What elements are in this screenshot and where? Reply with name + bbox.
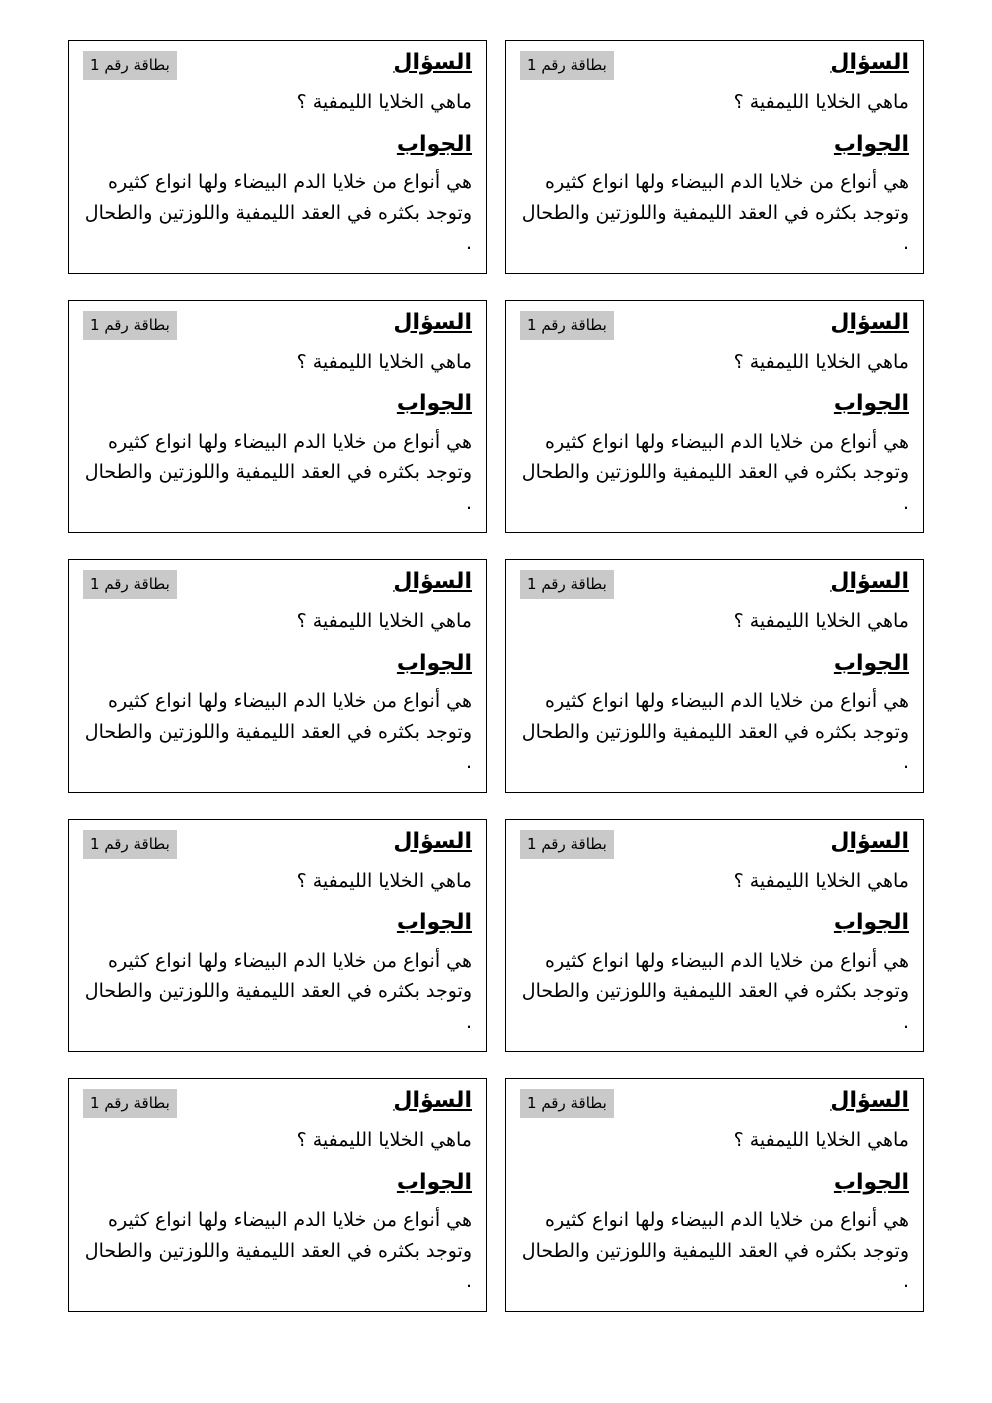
flashcard-header	[83, 309, 472, 340]
answer-label: الجواب	[833, 650, 909, 676]
flashcard	[505, 819, 924, 1053]
answer-text: هي أنواع من خلايا الدم البيضاء ولها انواع كثيره وتوجد بكثره في العقد الليمفية واللوزتين والطحال .	[84, 949, 472, 1033]
flashcard-header	[520, 828, 909, 859]
answer-label: الجواب	[396, 1169, 472, 1195]
card-number-badge: بطاقة رقم 1	[520, 1089, 614, 1118]
question-text: ماهي الخلايا الليمفية ؟	[733, 350, 909, 373]
answer-label: الجواب	[833, 910, 909, 936]
flashcard	[505, 559, 924, 793]
question-label: السؤال	[830, 569, 909, 595]
card-number-badge: بطاقة رقم 1	[83, 830, 177, 859]
card-number-badge: بطاقة رقم 1	[83, 311, 177, 340]
card-number-badge: بطاقة رقم 1	[520, 570, 614, 599]
question-text: ماهي الخلايا الليمفية ؟	[296, 350, 472, 373]
card-number-badge: بطاقة رقم 1	[83, 1089, 177, 1118]
flashcard	[68, 1078, 487, 1312]
flashcard-header	[83, 1087, 472, 1118]
question-text: ماهي الخلايا الليمفية ؟	[733, 1129, 909, 1152]
answer-label: الجواب	[396, 650, 472, 676]
flashcard-header	[520, 49, 909, 80]
flashcard	[505, 300, 924, 534]
answer-label: الجواب	[833, 131, 909, 157]
flashcard	[68, 40, 487, 274]
answer-label: الجواب	[833, 391, 909, 417]
question-label: السؤال	[830, 828, 909, 854]
question-label: السؤال	[393, 309, 472, 335]
answer-label: الجواب	[833, 1169, 909, 1195]
flashcard-header	[83, 828, 472, 859]
answer-text: هي أنواع من خلايا الدم البيضاء ولها انواع كثيره وتوجد بكثره في العقد الليمفية واللوزتين والطحال .	[521, 430, 909, 514]
question-label: السؤال	[393, 569, 472, 595]
question-label: السؤال	[393, 828, 472, 854]
answer-label: الجواب	[396, 131, 472, 157]
question-text: ماهي الخلايا الليمفية ؟	[733, 869, 909, 892]
question-text: ماهي الخلايا الليمفية ؟	[296, 91, 472, 114]
flashcard	[505, 1078, 924, 1312]
question-label: السؤال	[830, 1088, 909, 1114]
answer-text: هي أنواع من خلايا الدم البيضاء ولها انواع كثيره وتوجد بكثره في العقد الليمفية واللوزتين والطحال .	[521, 949, 909, 1033]
answer-text: هي أنواع من خلايا الدم البيضاء ولها انواع كثيره وتوجد بكثره في العقد الليمفية واللوزتين والطحال .	[521, 171, 909, 255]
answer-text: هي أنواع من خلايا الدم البيضاء ولها انواع كثيره وتوجد بكثره في العقد الليمفية واللوزتين والطحال .	[84, 171, 472, 255]
answer-label: الجواب	[396, 910, 472, 936]
question-label: السؤال	[830, 309, 909, 335]
question-text: ماهي الخلايا الليمفية ؟	[733, 91, 909, 114]
flashcard	[505, 40, 924, 274]
flashcard-header	[520, 1087, 909, 1118]
question-label: السؤال	[393, 50, 472, 75]
question-text: ماهي الخلايا الليمفية ؟	[296, 610, 472, 633]
card-number-badge: بطاقة رقم 1	[83, 51, 177, 80]
flashcard	[68, 559, 487, 793]
question-text: ماهي الخلايا الليمفية ؟	[733, 610, 909, 633]
question-label: السؤال	[393, 1088, 472, 1114]
answer-text: هي أنواع من خلايا الدم البيضاء ولها انواع كثيره وتوجد بكثره في العقد الليمفية واللوزتين والطحال .	[521, 690, 909, 774]
card-number-badge: بطاقة رقم 1	[520, 830, 614, 859]
flashcard-header	[520, 568, 909, 599]
answer-text: هي أنواع من خلايا الدم البيضاء ولها انواع كثيره وتوجد بكثره في العقد الليمفية واللوزتين والطحال .	[84, 1209, 472, 1293]
flashcard-grid	[68, 40, 924, 1338]
question-label: السؤال	[830, 50, 909, 75]
card-number-badge: بطاقة رقم 1	[520, 51, 614, 80]
card-number-badge: بطاقة رقم 1	[83, 570, 177, 599]
answer-text: هي أنواع من خلايا الدم البيضاء ولها انواع كثيره وتوجد بكثره في العقد الليمفية واللوزتين والطحال .	[84, 690, 472, 774]
answer-text: هي أنواع من خلايا الدم البيضاء ولها انواع كثيره وتوجد بكثره في العقد الليمفية واللوزتين والطحال .	[84, 430, 472, 514]
answer-label: الجواب	[396, 391, 472, 417]
question-text: ماهي الخلايا الليمفية ؟	[296, 1129, 472, 1152]
flashcard-header	[83, 49, 472, 80]
flashcard-header	[83, 568, 472, 599]
flashcard	[68, 819, 487, 1053]
answer-text: هي أنواع من خلايا الدم البيضاء ولها انواع كثيره وتوجد بكثره في العقد الليمفية واللوزتين والطحال .	[521, 1209, 909, 1293]
flashcard-header	[520, 309, 909, 340]
flashcard	[68, 300, 487, 534]
card-number-badge: بطاقة رقم 1	[520, 311, 614, 340]
question-text: ماهي الخلايا الليمفية ؟	[296, 869, 472, 892]
